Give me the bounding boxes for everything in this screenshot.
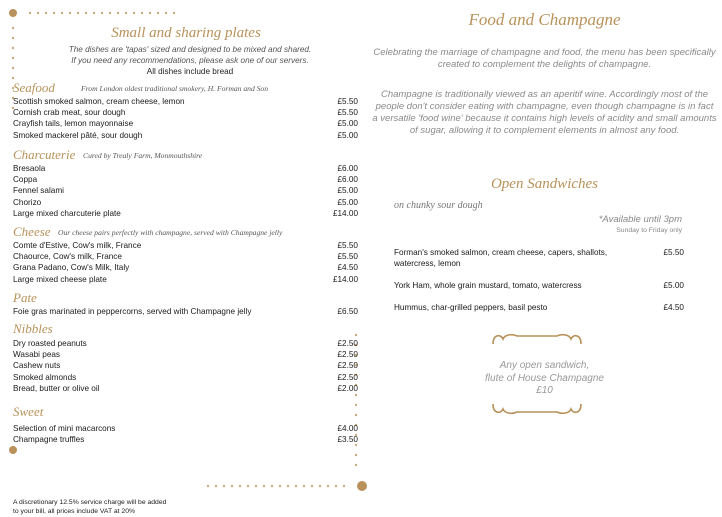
menu-item [13,338,358,349]
dotted-border-bottom [200,480,370,492]
open-sandwiches-subtitle: on chunky sour dough [394,200,483,211]
menu-item [13,251,358,262]
seafood-list [13,96,358,141]
section-description: Cured by Trealy Farm, Monmouthshire [83,151,203,160]
item-price: £5.50 [337,97,358,106]
menu-item [13,163,358,174]
item-price: £3.50 [337,435,358,445]
menu-item [13,360,358,371]
sandwich-champagne-deal [372,360,717,398]
right-info-panel [372,0,722,517]
section-title-charcuterie [13,147,203,163]
menu-item [13,434,358,445]
menu-item [13,118,358,129]
item-price: £5.00 [663,281,684,290]
item-name: Wasabi peas [13,350,61,360]
intro-line-2: If you need any recommendations, please ask one of our servers. [71,56,309,65]
section-title-nibbles [13,321,53,337]
section-heading: Nibbles [13,321,53,336]
item-price: £5.00 [337,186,358,196]
intro-paragraph: Celebrating the marriage of champagne and food, the menu has been specifically created to complement the delights of champagne. [373,47,716,70]
menu-item [13,383,358,394]
menu-item [13,174,358,185]
nibbles-list [13,338,358,394]
item-price: £14.00 [332,208,358,218]
ornament-swirl-bottom [487,402,587,418]
menu-item [13,130,358,141]
item-name: Comte d'Estive, Cow's milk, France [13,241,142,250]
menu-item [13,349,358,360]
item-name: Cashew nuts [13,361,61,371]
sweet-list [13,423,358,445]
section-title-sweet [13,404,43,420]
sandwich-item [394,248,684,270]
item-price: £6.00 [337,164,358,173]
item-name: Smoked almonds [13,372,77,382]
section-heading: Pate [13,290,37,305]
item-price: £5.00 [337,197,358,207]
item-price: £14.00 [332,274,358,284]
section-heading: Sweet [13,404,44,419]
item-name: York Ham, whole grain mustard, tomato, watercress [394,281,582,290]
item-price: £5.50 [337,108,358,118]
menu-item [13,96,358,107]
footnote-line-2: to your bill, all prices include VAT at 20% [13,508,136,515]
item-name: Large mixed cheese plate [13,274,107,284]
item-name: Dry roasted peanuts [13,339,87,348]
item-price: £2.50 [337,361,358,371]
item-price: £2.50 [337,339,358,348]
section-title-seafood [13,80,269,96]
item-name: Crayfish tails, lemon mayonnaise [13,119,134,129]
item-price: £6.50 [337,307,358,316]
item-price: £2.50 [337,372,358,382]
availability-note: *Available until 3pm [598,214,682,225]
item-name: Bread, butter or olive oil [13,383,100,393]
item-name: Grana Padano, Cow's Milk, Italy [13,263,130,273]
item-price: £6.00 [337,175,358,185]
ornament-swirl-top [487,330,587,346]
sandwich-item [394,303,684,314]
item-name: Chorizo [13,197,42,207]
days-note: Sunday to Friday only [616,227,682,234]
item-name: Scottish smoked salmon, cream cheese, lemon [13,97,185,106]
champagne-paragraph: Champagne is traditionally viewed as an aperitif wine. Accordingly most of the people don't consider eating with champagne, even though champagne is in fact a versatile 'food wine' because it contains high levels of acidity and small amounts of sugar, allowing it to complement elements in almost any food. [372,89,717,136]
section-title-pate [13,290,37,306]
service-charge-note [13,498,193,516]
section-heading: Seafood [13,80,55,95]
section-description: Our cheese pairs perfectly with champagne, served with Champagne jelly [58,228,283,237]
item-name: Large mixed charcuterie plate [13,208,121,218]
item-price: £4.00 [337,424,358,433]
item-price: £2.50 [337,350,358,360]
item-name: Champagne truffles [13,435,85,445]
item-name: Selection of mini macarcons [13,424,116,433]
menu-item [13,274,358,285]
item-price: £5.00 [337,130,358,140]
item-name: Bresaola [13,164,46,173]
section-heading: Charcuterie [13,147,76,162]
item-price: £5.50 [663,248,684,257]
menu-item [13,208,358,219]
item-name: Forman's smoked salmon, cream cheese, capers, shallots, watercress, lemon [394,248,608,268]
menu-item [13,240,358,251]
item-price: £5.00 [337,119,358,129]
menu-item [13,107,358,118]
charcuterie-list [13,163,358,219]
deal-line-2: flute of House Champagne [485,372,604,384]
small-plates-title: Small and sharing plates [111,25,261,41]
section-description: From London oldest traditional smokery, H. Forman and Son [81,84,269,93]
deal-line-1: Any open sandwich, [499,360,590,371]
item-name: Smoked mackerel pâté, sour dough [13,130,143,140]
dotted-border-top [8,8,368,18]
item-price: £2.00 [337,383,358,393]
sandwich-item [394,281,684,292]
open-sandwiches-title: Open Sandwiches [490,176,599,192]
item-price: £4.50 [663,303,684,312]
menu-item [13,372,358,383]
menu-item [13,423,358,434]
menu-item [13,306,358,317]
item-price: £5.50 [337,241,358,250]
item-name: Foie gras marinated in peppercorns, served with Champagne jelly [13,307,252,316]
food-champagne-title: Food and Champagne [468,10,621,29]
intro-line-1: The dishes are 'tapas' sized and designed to be mixed and shared. [68,45,312,54]
section-title-cheese [13,224,283,240]
item-price: £5.50 [337,252,358,262]
item-name: Coppa [13,175,38,185]
pate-list [13,306,358,317]
item-name: Hummus, char-grilled peppers, basil pesto [394,303,548,312]
menu-item [13,262,358,273]
bread-note: All dishes include bread [146,67,234,76]
footnote-line-1: A discretionary 12.5% service charge will be added [13,499,167,506]
item-name: Fennel salami [13,186,64,196]
intro-text [30,44,350,66]
section-heading: Cheese [13,224,51,239]
item-name: Cornish crab meat, sour dough [13,108,126,118]
menu-item [13,185,358,196]
menu-item [13,197,358,208]
deal-price: £10 [536,385,553,396]
item-price: £4.50 [337,263,358,273]
cheese-list [13,240,358,285]
item-name: Chaource, Cow's milk, France [13,252,122,262]
